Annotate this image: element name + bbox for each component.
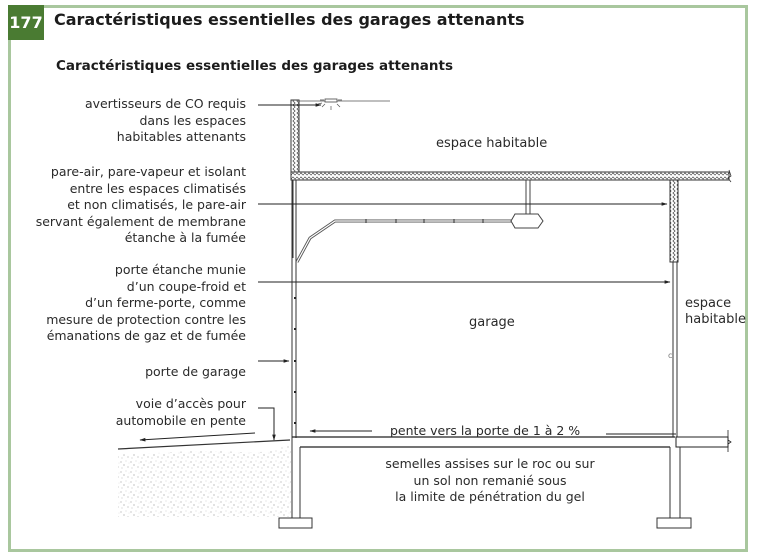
callout-air-barrier [20,164,246,247]
callout-line: semelles assises sur le roc ou sur [385,456,595,471]
space-label-line: espace [685,296,732,311]
callout-line: étanche à la fumée [124,230,246,245]
figure-subtitle: Caractéristiques essentielles des garages attenants [56,58,453,74]
callout-line: la limite de pénétration du gel [395,489,585,504]
gravel-fill [118,445,291,517]
callout-slope: pente vers la porte de 1 à 2 % [390,423,581,438]
callout-footings [350,456,630,506]
callout-line: porte étanche munie [114,262,246,277]
footing-right [657,518,691,528]
insulated-wall-right [670,180,678,262]
callout-line: avertisseurs de CO requis [84,96,246,111]
space-label-living-side [685,296,746,328]
figure-number: 177 [8,5,44,40]
callout-garage-door: porte de garage [145,364,246,379]
callout-line: dans les espaces [139,112,246,128]
figure-title: Caractéristiques essentielles des garages attenants [54,10,525,29]
callout-line: d’un ferme-porte, comme [85,295,246,310]
insulated-ceiling [291,172,729,180]
footing-left [279,518,312,528]
callout-line: pare-air, pare-vapeur et isolant [50,164,246,179]
space-label-living-above: espace habitable [436,136,548,151]
driveway [118,440,290,449]
svg-text:c: c [668,351,673,360]
callout-line: émanations de gaz et de fumée [46,328,246,343]
callout-line: automobile en pente [115,412,246,428]
callout-line: habitables attenants [116,129,246,144]
callout-sealed-door [20,262,246,345]
callout-line: voie d’accès pour [135,396,246,411]
insulated-wall-left [291,100,299,180]
callout-line: un sol non remanié sous [413,472,567,488]
callout-co-detectors [40,96,246,146]
door-opener-motor [511,214,543,228]
callout-line: servant également de membrane [35,213,246,229]
callout-line: et non climatisés, le pare-air [67,197,246,212]
callout-line: entre les espaces climatisés [69,180,246,196]
callout-line: d’un coupe-froid et [126,278,246,294]
space-label-line: habitable [685,312,746,327]
callout-line: mesure de protection contre les [46,311,246,327]
callout-driveway [40,396,246,429]
space-label-garage: garage [469,315,515,330]
